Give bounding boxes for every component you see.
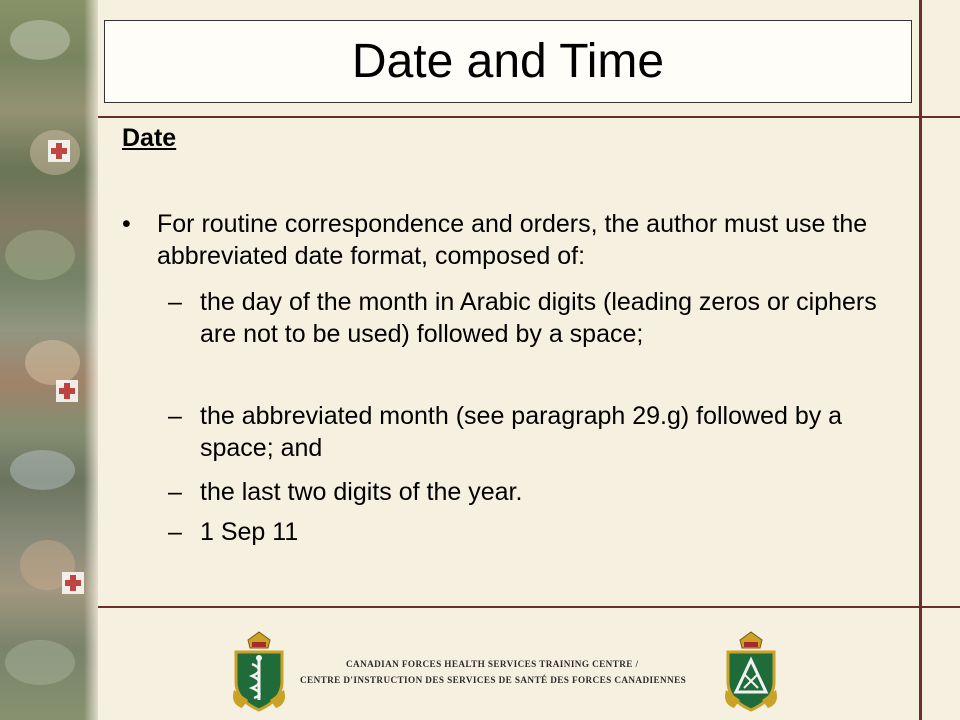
sub-item [168, 516, 908, 548]
sub-item-text: the last two digits of the year. [200, 478, 523, 506]
section-heading: Date [122, 124, 177, 152]
bullet-text: For routine correspondence and orders, the author must use the abbreviated date format, composed of: [157, 210, 868, 270]
frame-vertical-line [919, 0, 922, 720]
footer-line-english: CANADIAN FORCES HEALTH SERVICES TRAINING CENTRE / [346, 659, 639, 669]
red-cross-icon [48, 140, 70, 162]
title-box [104, 20, 912, 103]
sub-item-dash: – [168, 402, 182, 430]
sub-item-dash: – [168, 288, 182, 316]
footer-line-french: CENTRE D'INSTRUCTION DES SERVICES DE SANTÉ DES FORCES CANADIENNES [300, 675, 687, 685]
sub-item-text: the abbreviated month (see paragraph 29.g) followed by a space; and [200, 402, 843, 462]
sub-item-dash: – [168, 478, 182, 506]
red-cross-icon [56, 380, 78, 402]
main-bullet [122, 208, 902, 272]
sub-item [168, 400, 908, 464]
bullet-marker: • [122, 210, 131, 238]
frame-bottom-divider [98, 606, 960, 608]
red-cross-icon [62, 572, 84, 594]
sub-item [168, 286, 908, 350]
sub-item-text: the day of the month in Arabic digits (leading zeros or ciphers are not to be used) followed by a space; [200, 288, 877, 348]
sub-item-text: 1 Sep 11 [200, 518, 299, 546]
sub-item [168, 476, 908, 508]
sub-item-dash: – [168, 518, 182, 546]
left-photo-collage [0, 0, 98, 720]
frame-top-divider [98, 116, 960, 118]
slide-title: Date and Time [351, 35, 665, 88]
footer-organization-name [300, 656, 710, 688]
crest-triangle-icon [720, 630, 782, 714]
crest-caduceus-icon [228, 630, 290, 714]
